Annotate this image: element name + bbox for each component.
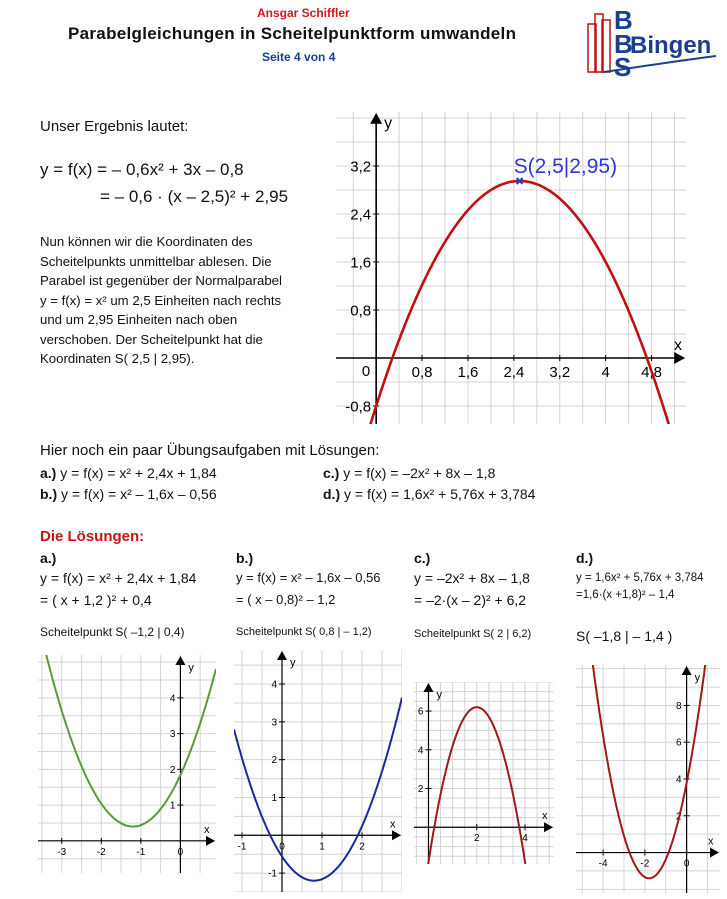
y-tick-label: 1 — [271, 792, 277, 804]
y-tick-label: -1 — [268, 868, 277, 880]
explanation-line: Nun können wir die Koordinaten des — [40, 234, 253, 249]
y-axis-label: y — [188, 662, 194, 674]
exercise-label: a.) — [40, 465, 57, 481]
x-axis-label: x — [674, 337, 682, 354]
y-tick-label: 3 — [271, 717, 277, 729]
y-axis-arrow — [277, 651, 287, 660]
logo-letter-s: S — [614, 52, 632, 78]
x-axis-arrow — [206, 836, 215, 846]
graph-a — [38, 655, 216, 873]
y-tick-label: 4 — [676, 774, 682, 786]
explanation-line: und um 2,95 Einheiten nach oben — [40, 312, 238, 327]
x-axis-arrow — [392, 830, 401, 840]
y-tick-label: 2,4 — [350, 206, 372, 224]
x-tick-label: 0,8 — [411, 364, 433, 381]
x-tick-label: 3,2 — [549, 364, 571, 381]
y-axis-arrow — [682, 666, 692, 675]
x-axis-arrow — [544, 822, 553, 832]
solution-a-line2: = ( x + 1,2 )² + 0,4 — [40, 592, 152, 608]
y-tick-label: 2 — [417, 783, 424, 795]
author-name: Ansgar Schiffler — [257, 6, 350, 20]
exercise-label: b.) — [40, 486, 58, 502]
solution-d-line2: =1,6·(x +1,8)² – 1,4 — [576, 589, 675, 601]
x-tick-label: -4 — [598, 858, 608, 870]
graph-d — [576, 665, 720, 893]
solution-a-vertex: Scheitelpunkt S( –1,2 | 0,4) — [40, 625, 185, 639]
y-tick-label: 4 — [417, 745, 424, 757]
x-tick-label: 0 — [683, 858, 690, 870]
explanation-paragraph — [40, 232, 312, 369]
x-axis-label: x — [708, 835, 714, 848]
y-tick-label: 6 — [417, 706, 424, 718]
logo-letter-b2: B — [614, 29, 633, 59]
x-tick-label: 2 — [359, 841, 365, 853]
x-tick-label: -1 — [136, 846, 146, 858]
solution-b-line1: y = f(x) = x² – 1,6x – 0,56 — [236, 570, 381, 585]
y-tick-label: 2 — [271, 755, 277, 767]
y-tick-label: 8 — [676, 700, 682, 712]
exercise-d — [323, 486, 535, 502]
exercise-text: y = f(x) = x² – 1,6x – 0,56 — [57, 486, 217, 502]
y-tick-label: 4 — [271, 679, 277, 691]
y-tick-label: 6 — [676, 737, 682, 749]
parabola-curve — [359, 181, 680, 424]
solution-c-line1: y = –2x² + 8x – 1,8 — [414, 570, 530, 586]
y-tick-label: 2 — [676, 811, 682, 823]
graph-c — [414, 682, 554, 864]
x-tick-label: -2 — [640, 858, 650, 870]
graph-b — [234, 650, 402, 892]
solution-b-line2: = ( x – 0,8)² – 1,2 — [236, 592, 336, 607]
y-tick-label: 2 — [169, 764, 176, 776]
x-tick-label: 4 — [601, 364, 610, 381]
x-tick-label: 0 — [279, 841, 285, 853]
y-tick-label: 1,6 — [350, 254, 372, 272]
exercise-a — [40, 465, 217, 481]
parabola-curve — [38, 655, 216, 827]
solution-a-label: a.) — [40, 550, 57, 566]
parabola-curve — [234, 698, 402, 881]
logo-text: Bingen — [630, 32, 712, 59]
x-axis-label: x — [542, 810, 548, 823]
explanation-line: Scheitelpunkts unmittelbar ablesen. Die — [40, 253, 272, 269]
exercise-text: y = f(x) = 1,6x² + 5,76x + 3,784 — [340, 486, 536, 502]
x-tick-label: 0 — [177, 846, 184, 858]
exercise-c — [323, 465, 495, 481]
x-tick-label: 2,4 — [503, 364, 525, 381]
y-axis-arrow — [423, 683, 433, 692]
origin-label: 0 — [361, 363, 371, 380]
y-axis-arrow — [175, 656, 185, 665]
equation-vertex-form: = – 0,6 · (x – 2,5)² + 2,95 — [100, 187, 289, 206]
x-axis-label: x — [390, 818, 396, 831]
x-axis-label: x — [204, 823, 210, 836]
x-tick-label: -3 — [57, 846, 67, 858]
x-tick-label: -1 — [237, 841, 247, 853]
parabola-curve — [588, 665, 710, 878]
solution-a-line1: y = f(x) = x² + 2,4x + 1,84 — [40, 570, 197, 586]
exercise-label: c.) — [323, 465, 340, 481]
solution-d-label: d.) — [576, 550, 594, 566]
exercises-intro: Hier noch ein paar Übungsaufgaben mit Lösungen: — [40, 442, 380, 459]
explanation-line: Koordinaten S( 2,5 | 2,95). — [40, 351, 195, 366]
solution-d-line1: y = 1,6x² + 5,76x + 3,784 — [576, 572, 704, 584]
solution-c-line2: = –2·(x – 2)² + 6,2 — [414, 592, 527, 608]
explanation-line: verschoben. Der Scheitelpunkt hat die — [40, 331, 263, 347]
explanation-line: y = f(x) = x² um 2,5 Einheiten nach rechts — [40, 292, 282, 308]
page-number: Seite 4 von 4 — [262, 50, 336, 64]
exercise-b — [40, 486, 217, 502]
solutions-heading: Die Lösungen: — [40, 528, 145, 545]
explanation-line: Parabel ist gegenüber der Normalparabel — [40, 273, 282, 288]
y-axis-label: y — [436, 689, 442, 701]
exercise-text: y = f(x) = –2x² + 8x – 1,8 — [339, 465, 496, 481]
solution-d-vertex: S( –1,8 | – 1,4 ) — [576, 628, 673, 644]
exercise-text: y = f(x) = x² + 2,4x + 1,84 — [56, 465, 217, 481]
solution-c-vertex: Scheitelpunkt S( 2 | 6,2) — [414, 628, 532, 640]
solution-b-label: b.) — [236, 550, 254, 566]
y-tick-label: -0,8 — [345, 398, 372, 416]
bbs-bingen-logo — [584, 6, 718, 78]
x-tick-label: 4,8 — [641, 364, 663, 381]
y-tick-label: 1 — [169, 800, 176, 812]
equation-general: y = f(x) = – 0,6x² + 3x – 0,8 — [40, 160, 244, 179]
x-tick-label: 1 — [319, 841, 325, 853]
y-axis-label: y — [384, 115, 393, 132]
main-parabola-graph — [336, 112, 686, 424]
y-tick-label: 3 — [169, 729, 176, 741]
solution-c-label: c.) — [414, 550, 431, 566]
y-tick-label: 4 — [169, 693, 176, 705]
result-label: Unser Ergebnis lautet: — [40, 118, 189, 135]
y-tick-label: 3,2 — [350, 158, 372, 176]
x-tick-label: -2 — [96, 846, 106, 858]
logo-letter-b1: B — [614, 6, 633, 35]
y-tick-label: 0,8 — [350, 302, 372, 320]
solution-b-vertex: Scheitelpunkt S( 0,8 | – 1,2) — [236, 626, 372, 638]
exercise-label: d.) — [323, 486, 341, 502]
y-axis-label: y — [290, 657, 296, 669]
y-axis-label: y — [694, 672, 701, 684]
page-title: Parabelgleichungen in Scheitelpunktform umwandeln — [68, 24, 517, 43]
x-tick-label: 4 — [522, 833, 528, 845]
x-tick-label: 2 — [473, 833, 480, 845]
x-axis-arrow — [710, 848, 719, 858]
vertex-label: S(2,5|2,95) — [513, 155, 618, 178]
x-tick-label: 1,6 — [457, 364, 479, 381]
